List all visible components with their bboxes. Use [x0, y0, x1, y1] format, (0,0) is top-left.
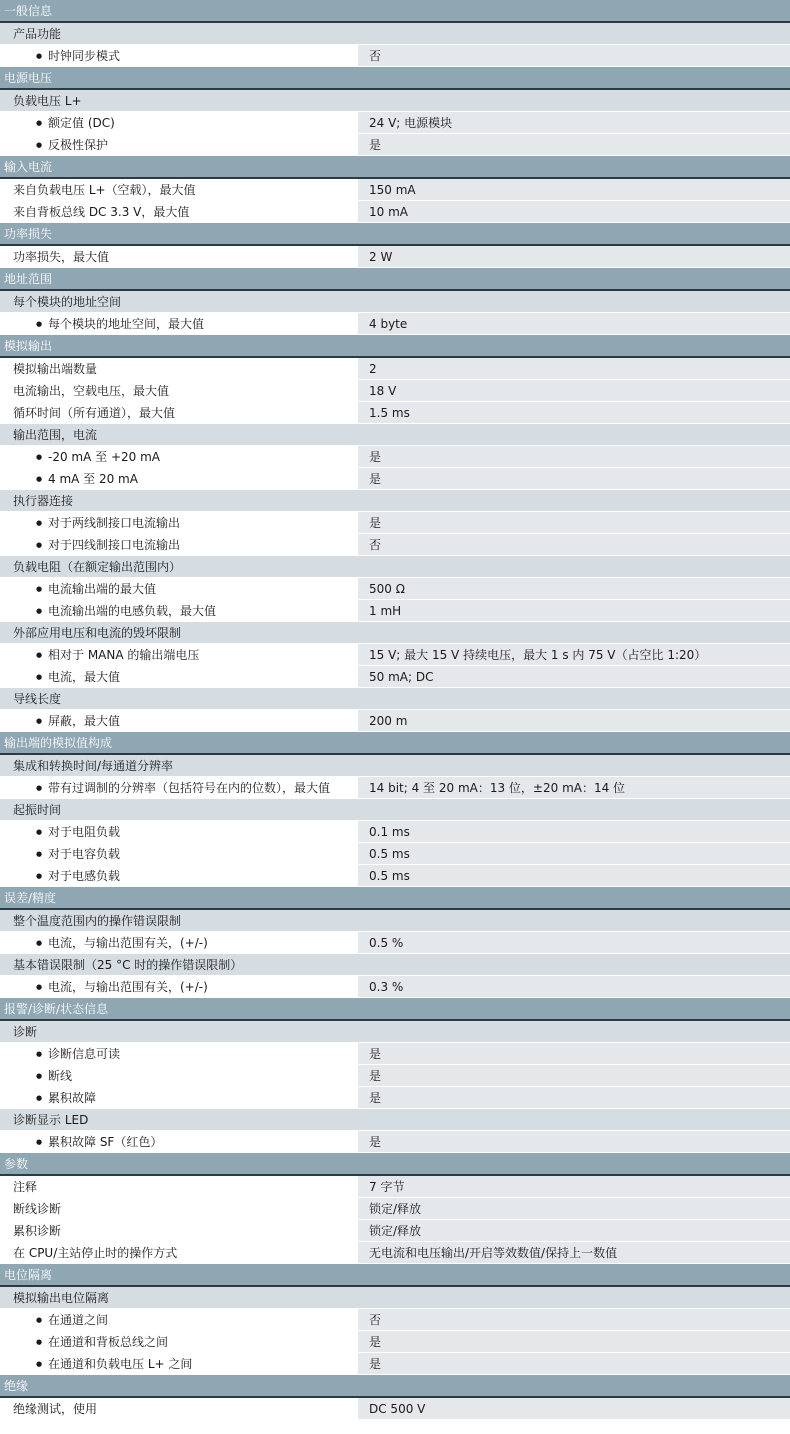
spec-value: 18 V: [358, 380, 790, 401]
bullet-icon: [36, 979, 48, 995]
spec-row: [0, 112, 790, 134]
spec-value: 24 V; 电源模块: [358, 112, 790, 133]
spec-label-text: 断线诊断: [13, 1202, 62, 1216]
spec-value: 1 mH: [358, 600, 790, 621]
spec-value: 是: [358, 1065, 790, 1086]
subsection-header: [0, 556, 790, 578]
section-header: [0, 156, 790, 179]
bullet-icon: [36, 1134, 48, 1150]
spec-label-text: 累积诊断: [13, 1224, 62, 1238]
spec-label: [0, 976, 358, 997]
spec-label: [0, 358, 358, 379]
bullet-icon: [36, 1068, 48, 1084]
subsection-header: [0, 1109, 790, 1131]
section-title: 报警/诊断/状态信息: [4, 1002, 109, 1016]
spec-row: [0, 534, 790, 556]
spec-label-text: 相对于 MANA 的输出端电压: [48, 648, 200, 662]
subsection-title: 起振时间: [13, 803, 62, 817]
bullet-icon: [36, 846, 48, 862]
spec-row: [0, 201, 790, 223]
spec-row: [0, 1043, 790, 1065]
spec-label-text: 电流输出端的最大值: [48, 582, 157, 596]
spec-label-text: 每个模块的地址空间，最大值: [48, 317, 205, 331]
bullet-icon: [36, 48, 48, 64]
bullet-icon: [36, 449, 48, 465]
subsection-title: 执行器连接: [13, 494, 74, 508]
bullet-icon: [36, 515, 48, 531]
section-title: 电位隔离: [4, 1268, 53, 1282]
spec-value: 200 m: [358, 710, 790, 731]
section-header: [0, 223, 790, 246]
section-title: 输出端的模拟值构成: [4, 736, 113, 750]
subsection-header: [0, 291, 790, 313]
spec-value: 0.5 ms: [358, 865, 790, 886]
spec-value: 0.1 ms: [358, 821, 790, 842]
spec-value: 1.5 ms: [358, 402, 790, 423]
spec-label-text: 时钟同步模式: [48, 49, 121, 63]
spec-label: [0, 578, 358, 599]
spec-label-text: 对于两线制接口电流输出: [48, 516, 181, 530]
subsection-header: [0, 90, 790, 112]
spec-label-text: 带有过调制的分辨率（包括符号在内的位数），最大值: [48, 781, 331, 795]
spec-label: [0, 112, 358, 133]
spec-label: [0, 843, 358, 864]
spec-value: 无电流和电压输出/开启等效数值/保持上一数值: [358, 1242, 790, 1263]
spec-label: [0, 666, 358, 687]
section-header: [0, 887, 790, 910]
spec-value: 10 mA: [358, 201, 790, 222]
spec-value: 是: [358, 1131, 790, 1152]
subsection-header: [0, 755, 790, 777]
spec-label: [0, 1131, 358, 1152]
subsection-header: [0, 622, 790, 644]
spec-value: 锁定/释放: [358, 1220, 790, 1241]
spec-label: [0, 201, 358, 222]
spec-value: 7 字节: [358, 1176, 790, 1197]
spec-label-text: 绝缘测试，使用: [13, 1402, 98, 1416]
subsection-title: 负载电压 L+: [13, 94, 82, 108]
spec-row: [0, 1131, 790, 1153]
spec-label: [0, 1043, 358, 1064]
spec-row: [0, 134, 790, 156]
subsection-title: 导线长度: [13, 692, 62, 706]
spec-row: [0, 843, 790, 865]
spec-label-text: 电流输出，空载电压，最大值: [13, 384, 170, 398]
spec-label-text: 4 mA 至 20 mA: [48, 472, 138, 486]
spec-row: [0, 1087, 790, 1109]
spec-row: [0, 446, 790, 468]
spec-label-text: 在通道之间: [48, 1313, 109, 1327]
spec-label-text: 对于四线制接口电流输出: [48, 538, 181, 552]
spec-label: [0, 134, 358, 155]
spec-label-text: 注释: [13, 1180, 38, 1194]
spec-label-text: 屏蔽，最大值: [48, 714, 121, 728]
bullet-icon: [36, 669, 48, 685]
spec-label: [0, 600, 358, 621]
spec-label-text: 功率损失，最大值: [13, 250, 110, 264]
bullet-icon: [36, 581, 48, 597]
spec-label: [0, 1242, 358, 1263]
spec-value: 是: [358, 468, 790, 489]
spec-label: [0, 1176, 358, 1197]
section-header: [0, 268, 790, 291]
spec-label-text: 诊断信息可读: [48, 1047, 121, 1061]
spec-label-text: 电流，最大值: [48, 670, 121, 684]
bullet-icon: [36, 647, 48, 663]
subsection-title: 模拟输出电位隔离: [13, 1291, 110, 1305]
spec-label: [0, 865, 358, 886]
section-header: [0, 1153, 790, 1176]
spec-value: 15 V; 最大 15 V 持续电压，最大 1 s 内 75 V（占空比 1:20）: [358, 644, 790, 665]
spec-row: [0, 821, 790, 843]
section-title: 输入电流: [4, 160, 53, 174]
spec-row: [0, 358, 790, 380]
spec-row: [0, 380, 790, 402]
subsection-title: 基本错误限制（25 °C 时的操作错误限制）: [13, 958, 243, 972]
spec-value: 2: [358, 358, 790, 379]
spec-value: 是: [358, 1087, 790, 1108]
spec-label-text: 模拟输出端数量: [13, 362, 98, 376]
spec-row: [0, 313, 790, 335]
bullet-icon: [36, 316, 48, 332]
spec-label-text: 在 CPU/主站停止时的操作方式: [13, 1246, 178, 1260]
section-header: [0, 335, 790, 358]
spec-value: 2 W: [358, 246, 790, 267]
spec-label: [0, 179, 358, 200]
spec-label-text: 对于电阻负载: [48, 825, 121, 839]
section-header: [0, 732, 790, 755]
subsection-header: [0, 23, 790, 45]
spec-label-text: 在通道和负载电压 L+ 之间: [48, 1357, 193, 1371]
spec-label: [0, 512, 358, 533]
bullet-icon: [36, 1046, 48, 1062]
spec-value: 0.3 %: [358, 976, 790, 997]
subsection-header: [0, 799, 790, 821]
subsection-title: 负载电阻（在额定输出范围内）: [13, 560, 182, 574]
spec-label: [0, 644, 358, 665]
spec-row: [0, 45, 790, 67]
section-title: 功率损失: [4, 227, 53, 241]
section-header: [0, 0, 790, 23]
subsection-title: 外部应用电压和电流的毁坏限制: [13, 626, 182, 640]
spec-label: [0, 45, 358, 66]
spec-value: 是: [358, 1331, 790, 1352]
spec-label: [0, 1353, 358, 1374]
spec-label-text: 反极性保护: [48, 138, 109, 152]
spec-row: [0, 402, 790, 424]
section-title: 模拟输出: [4, 339, 53, 353]
spec-label-text: 额定值 (DC): [48, 116, 115, 130]
spec-row: [0, 1353, 790, 1375]
spec-row: [0, 932, 790, 954]
spec-row: [0, 600, 790, 622]
spec-row: [0, 179, 790, 201]
spec-label: [0, 468, 358, 489]
spec-value: 14 bit; 4 至 20 mA：13 位，±20 mA：14 位: [358, 777, 790, 798]
spec-value: 4 byte: [358, 313, 790, 334]
spec-label: [0, 534, 358, 555]
spec-row: [0, 710, 790, 732]
spec-row: [0, 246, 790, 268]
spec-row: [0, 578, 790, 600]
bullet-icon: [36, 137, 48, 153]
spec-value: 是: [358, 134, 790, 155]
spec-label-text: 断线: [48, 1069, 73, 1083]
subsection-header: [0, 954, 790, 976]
spec-row: [0, 976, 790, 998]
spec-value: 否: [358, 534, 790, 555]
spec-value: 500 Ω: [358, 578, 790, 599]
spec-row: [0, 1065, 790, 1087]
spec-label-text: 来自背板总线 DC 3.3 V，最大值: [13, 205, 190, 219]
bullet-icon: [36, 824, 48, 840]
subsection-title: 集成和转换时间/每通道分辨率: [13, 759, 174, 773]
bullet-icon: [36, 1334, 48, 1350]
spec-row: [0, 1331, 790, 1353]
spec-label-text: 累积故障: [48, 1091, 97, 1105]
bullet-icon: [36, 868, 48, 884]
subsection-header: [0, 910, 790, 932]
bullet-icon: [36, 1312, 48, 1328]
spec-label: [0, 246, 358, 267]
spec-value: 是: [358, 446, 790, 467]
spec-value: 0.5 %: [358, 932, 790, 953]
spec-label: [0, 1065, 358, 1086]
spec-value: 是: [358, 1043, 790, 1064]
subsection-title: 产品功能: [13, 27, 62, 41]
spec-value: 50 mA; DC: [358, 666, 790, 687]
spec-label: [0, 1398, 358, 1419]
spec-value: 否: [358, 1309, 790, 1330]
subsection-title: 输出范围，电流: [13, 428, 98, 442]
bullet-icon: [36, 537, 48, 553]
section-title: 误差/精度: [4, 891, 57, 905]
spec-label: [0, 402, 358, 423]
subsection-title: 诊断: [13, 1025, 38, 1039]
section-header: [0, 67, 790, 90]
subsection-header: [0, 1287, 790, 1309]
section-header: [0, 1264, 790, 1287]
spec-value: 150 mA: [358, 179, 790, 200]
spec-label-text: 电流，与输出范围有关，(+/-): [48, 936, 208, 950]
spec-label: [0, 1220, 358, 1241]
spec-label: [0, 1087, 358, 1108]
spec-label: [0, 710, 358, 731]
section-title: 一般信息: [4, 4, 53, 18]
bullet-icon: [36, 713, 48, 729]
spec-label: [0, 932, 358, 953]
spec-label: [0, 821, 358, 842]
spec-label: [0, 1198, 358, 1219]
subsection-header: [0, 1021, 790, 1043]
spec-value: 是: [358, 512, 790, 533]
spec-row: [0, 666, 790, 688]
spec-value: DC 500 V: [358, 1398, 790, 1419]
bullet-icon: [36, 780, 48, 796]
spec-label-text: 对于电感负载: [48, 869, 121, 883]
spec-row: [0, 512, 790, 534]
section-title: 参数: [4, 1157, 29, 1171]
bullet-icon: [36, 1090, 48, 1106]
bullet-icon: [36, 1356, 48, 1372]
spec-row: [0, 865, 790, 887]
spec-row: [0, 468, 790, 490]
spec-label-text: 对于电容负载: [48, 847, 121, 861]
spec-row: [0, 1242, 790, 1264]
bullet-icon: [36, 471, 48, 487]
spec-label-text: 电流输出端的电感负载，最大值: [48, 604, 217, 618]
subsection-title: 每个模块的地址空间: [13, 295, 122, 309]
bullet-icon: [36, 603, 48, 619]
spec-label-text: -20 mA 至 +20 mA: [48, 450, 160, 464]
spec-row: [0, 777, 790, 799]
spec-row: [0, 1220, 790, 1242]
spec-label-text: 电流，与输出范围有关，(+/-): [48, 980, 208, 994]
section-header: [0, 1375, 790, 1398]
section-title: 地址范围: [4, 272, 53, 286]
bullet-icon: [36, 935, 48, 951]
spec-row: [0, 1198, 790, 1220]
spec-label: [0, 1309, 358, 1330]
spec-label: [0, 380, 358, 401]
spec-label-text: 来自负载电压 L+（空载），最大值: [13, 183, 196, 197]
bullet-icon: [36, 115, 48, 131]
spec-row: [0, 1309, 790, 1331]
section-title: 电源电压: [4, 71, 53, 85]
spec-label-text: 累积故障 SF（红色）: [48, 1135, 163, 1149]
spec-value: 否: [358, 45, 790, 66]
spec-row: [0, 644, 790, 666]
spec-label: [0, 1331, 358, 1352]
spec-label-text: 在通道和背板总线之间: [48, 1335, 169, 1349]
spec-label-text: 循环时间（所有通道），最大值: [13, 406, 176, 420]
subsection-header: [0, 424, 790, 446]
spec-row: [0, 1398, 790, 1420]
section-title: 绝缘: [4, 1379, 29, 1393]
spec-value: 锁定/释放: [358, 1198, 790, 1219]
spec-row: [0, 1176, 790, 1198]
subsection-title: 整个温度范围内的操作错误限制: [13, 914, 182, 928]
section-header: [0, 998, 790, 1021]
spec-value: 是: [358, 1353, 790, 1374]
spec-label: [0, 777, 358, 798]
spec-value: 0.5 ms: [358, 843, 790, 864]
spec-label: [0, 446, 358, 467]
subsection-title: 诊断显示 LED: [13, 1113, 89, 1127]
spec-label: [0, 313, 358, 334]
subsection-header: [0, 490, 790, 512]
subsection-header: [0, 688, 790, 710]
